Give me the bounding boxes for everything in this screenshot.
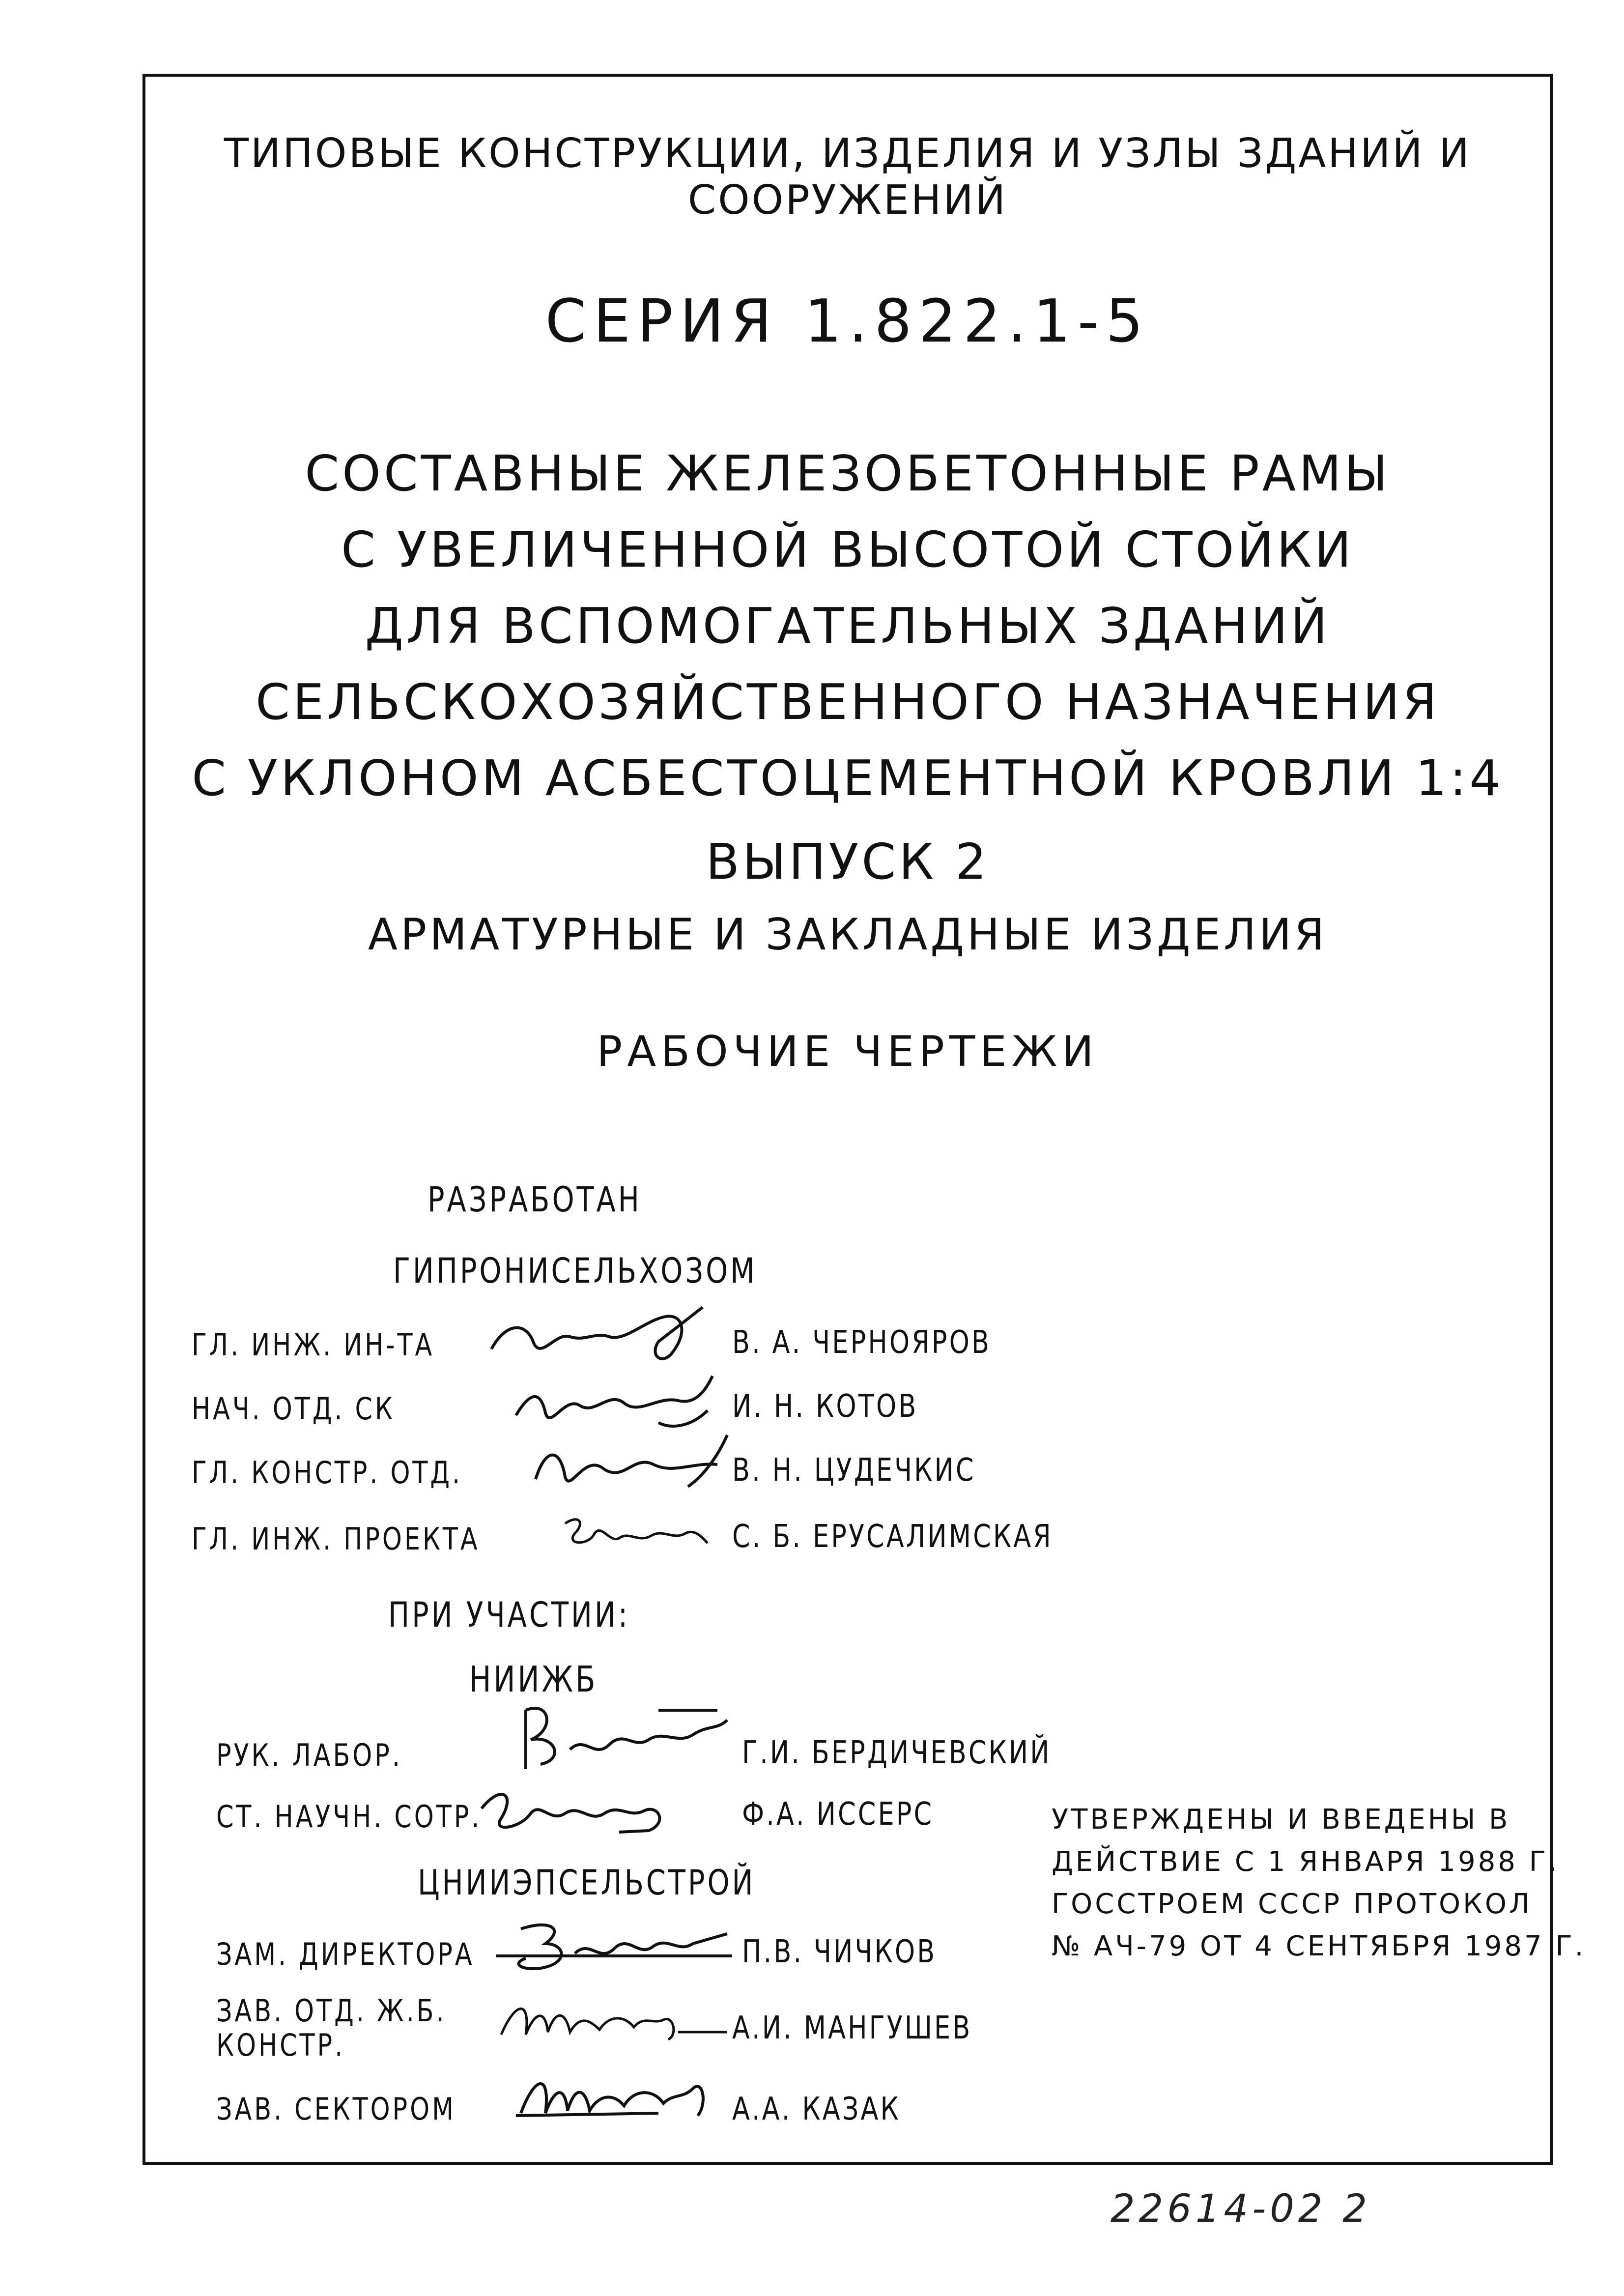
- document-type: РАБОЧИЕ ЧЕРТЕЖИ: [597, 1027, 1099, 1076]
- staff-role-1: ГЛ. ИНЖ. ИН-ТА: [192, 1327, 435, 1363]
- staff-name-9: А.А. КАЗАК: [732, 2091, 901, 2127]
- org-niizhb: НИИЖБ: [469, 1659, 598, 1700]
- staff-name-4: С. Б. ЕРУСАЛИМСКАЯ: [732, 1519, 1053, 1555]
- signature-tsudechkis: [531, 1428, 737, 1498]
- signature-chichkov: [491, 1909, 737, 1985]
- issue-number: ВЫПУСК 2: [706, 833, 990, 890]
- staff-name-6: Ф.А. ИССЕРС: [742, 1796, 934, 1833]
- developed-label: РАЗРАБОТАН: [427, 1179, 642, 1220]
- staff-name-2: И. Н. КОТОВ: [732, 1388, 918, 1425]
- signature-chernoyarov: [486, 1302, 712, 1373]
- signature-issers: [472, 1774, 678, 1840]
- title-line-5: С УКЛОНОМ АСБЕСТОЦЕМЕНТНОЙ КРОВЛИ 1:4: [192, 749, 1504, 807]
- title-line-1: СОСТАВНЫЕ ЖЕЛЕЗОБЕТОННЫЕ РАМЫ: [305, 445, 1391, 502]
- staff-name-8: А.И. МАНГУШЕВ: [732, 2010, 972, 2046]
- approval-line-1: УТВЕРЖДЕНЫ И ВВЕДЕНЫ В: [1052, 1804, 1510, 1836]
- developer-org: ГИПРОНИСЕЛЬХОЗОМ: [393, 1251, 757, 1291]
- sheet-code: 22614-02 2: [1111, 2187, 1371, 2231]
- staff-name-3: В. Н. ЦУДЕЧКИС: [732, 1452, 976, 1489]
- header-line: ТИПОВЫЕ КОНСТРУКЦИИ, ИЗДЕЛИЯ И УЗЛЫ ЗДАНИЙ И СООРУЖЕНИЙ: [224, 130, 1472, 224]
- signature-mangushev: [491, 1985, 732, 2046]
- org-tsniiepselstroy: ЦНИИЭПСЕЛЬСТРОЙ: [418, 1863, 756, 1903]
- staff-role-8a: ЗАВ. ОТД. Ж.Б.: [216, 1993, 447, 2029]
- staff-role-7: ЗАМ. ДИРЕКТОРА: [216, 1936, 475, 1972]
- title-line-4: СЕЛЬСКОХОЗЯЙСТВЕННОГО НАЗНАЧЕНИЯ: [256, 673, 1440, 731]
- signature-berdichevsky: [511, 1691, 737, 1781]
- staff-name-1: В. А. ЧЕРНОЯРОВ: [732, 1324, 992, 1361]
- signature-erusalimskaya: [555, 1504, 712, 1560]
- staff-name-5: Г.И. БЕРДИЧЕВСКИЙ: [742, 1735, 1052, 1771]
- staff-role-8b: КОНСТР.: [216, 2027, 345, 2063]
- staff-name-7: П.В. ЧИЧКОВ: [742, 1934, 937, 1970]
- title-line-3: ДЛЯ ВСПОМОГАТЕЛЬНЫХ ЗДАНИЙ: [365, 597, 1331, 655]
- signature-kazak: [511, 2059, 722, 2125]
- series-number: СЕРИЯ 1.822.1-5: [545, 287, 1150, 356]
- approval-note: [1052, 1799, 1586, 1968]
- staff-role-2: НАЧ. ОТД. СК: [192, 1391, 395, 1427]
- staff-role-3: ГЛ. КОНСТР. ОТД.: [192, 1455, 463, 1491]
- issue-subtitle: АРМАТУРНЫЕ И ЗАКЛАДНЫЕ ИЗДЕЛИЯ: [368, 909, 1328, 960]
- staff-role-5: РУК. ЛАБОР.: [216, 1737, 402, 1773]
- approval-line-3: ГОССТРОЕМ СССР ПРОТОКОЛ: [1052, 1888, 1533, 1920]
- staff-role-4: ГЛ. ИНЖ. ПРОЕКТА: [192, 1521, 480, 1557]
- staff-role-6: СТ. НАУЧН. СОТР.: [216, 1799, 482, 1835]
- approval-line-4: № АЧ-79 ОТ 4 СЕНТЯБРЯ 1987 Г.: [1052, 1930, 1586, 1962]
- title-line-2: С УВЕЛИЧЕННОЙ ВЫСОТОЙ СТОЙКИ: [341, 521, 1354, 578]
- participation-label: ПРИ УЧАСТИИ:: [388, 1595, 630, 1635]
- staff-role-9: ЗАВ. СЕКТОРОМ: [216, 2091, 456, 2127]
- signature-kotov: [511, 1366, 722, 1437]
- approval-line-2: ДЕЙСТВИЕ С 1 ЯНВАРЯ 1988 Г.: [1052, 1846, 1560, 1878]
